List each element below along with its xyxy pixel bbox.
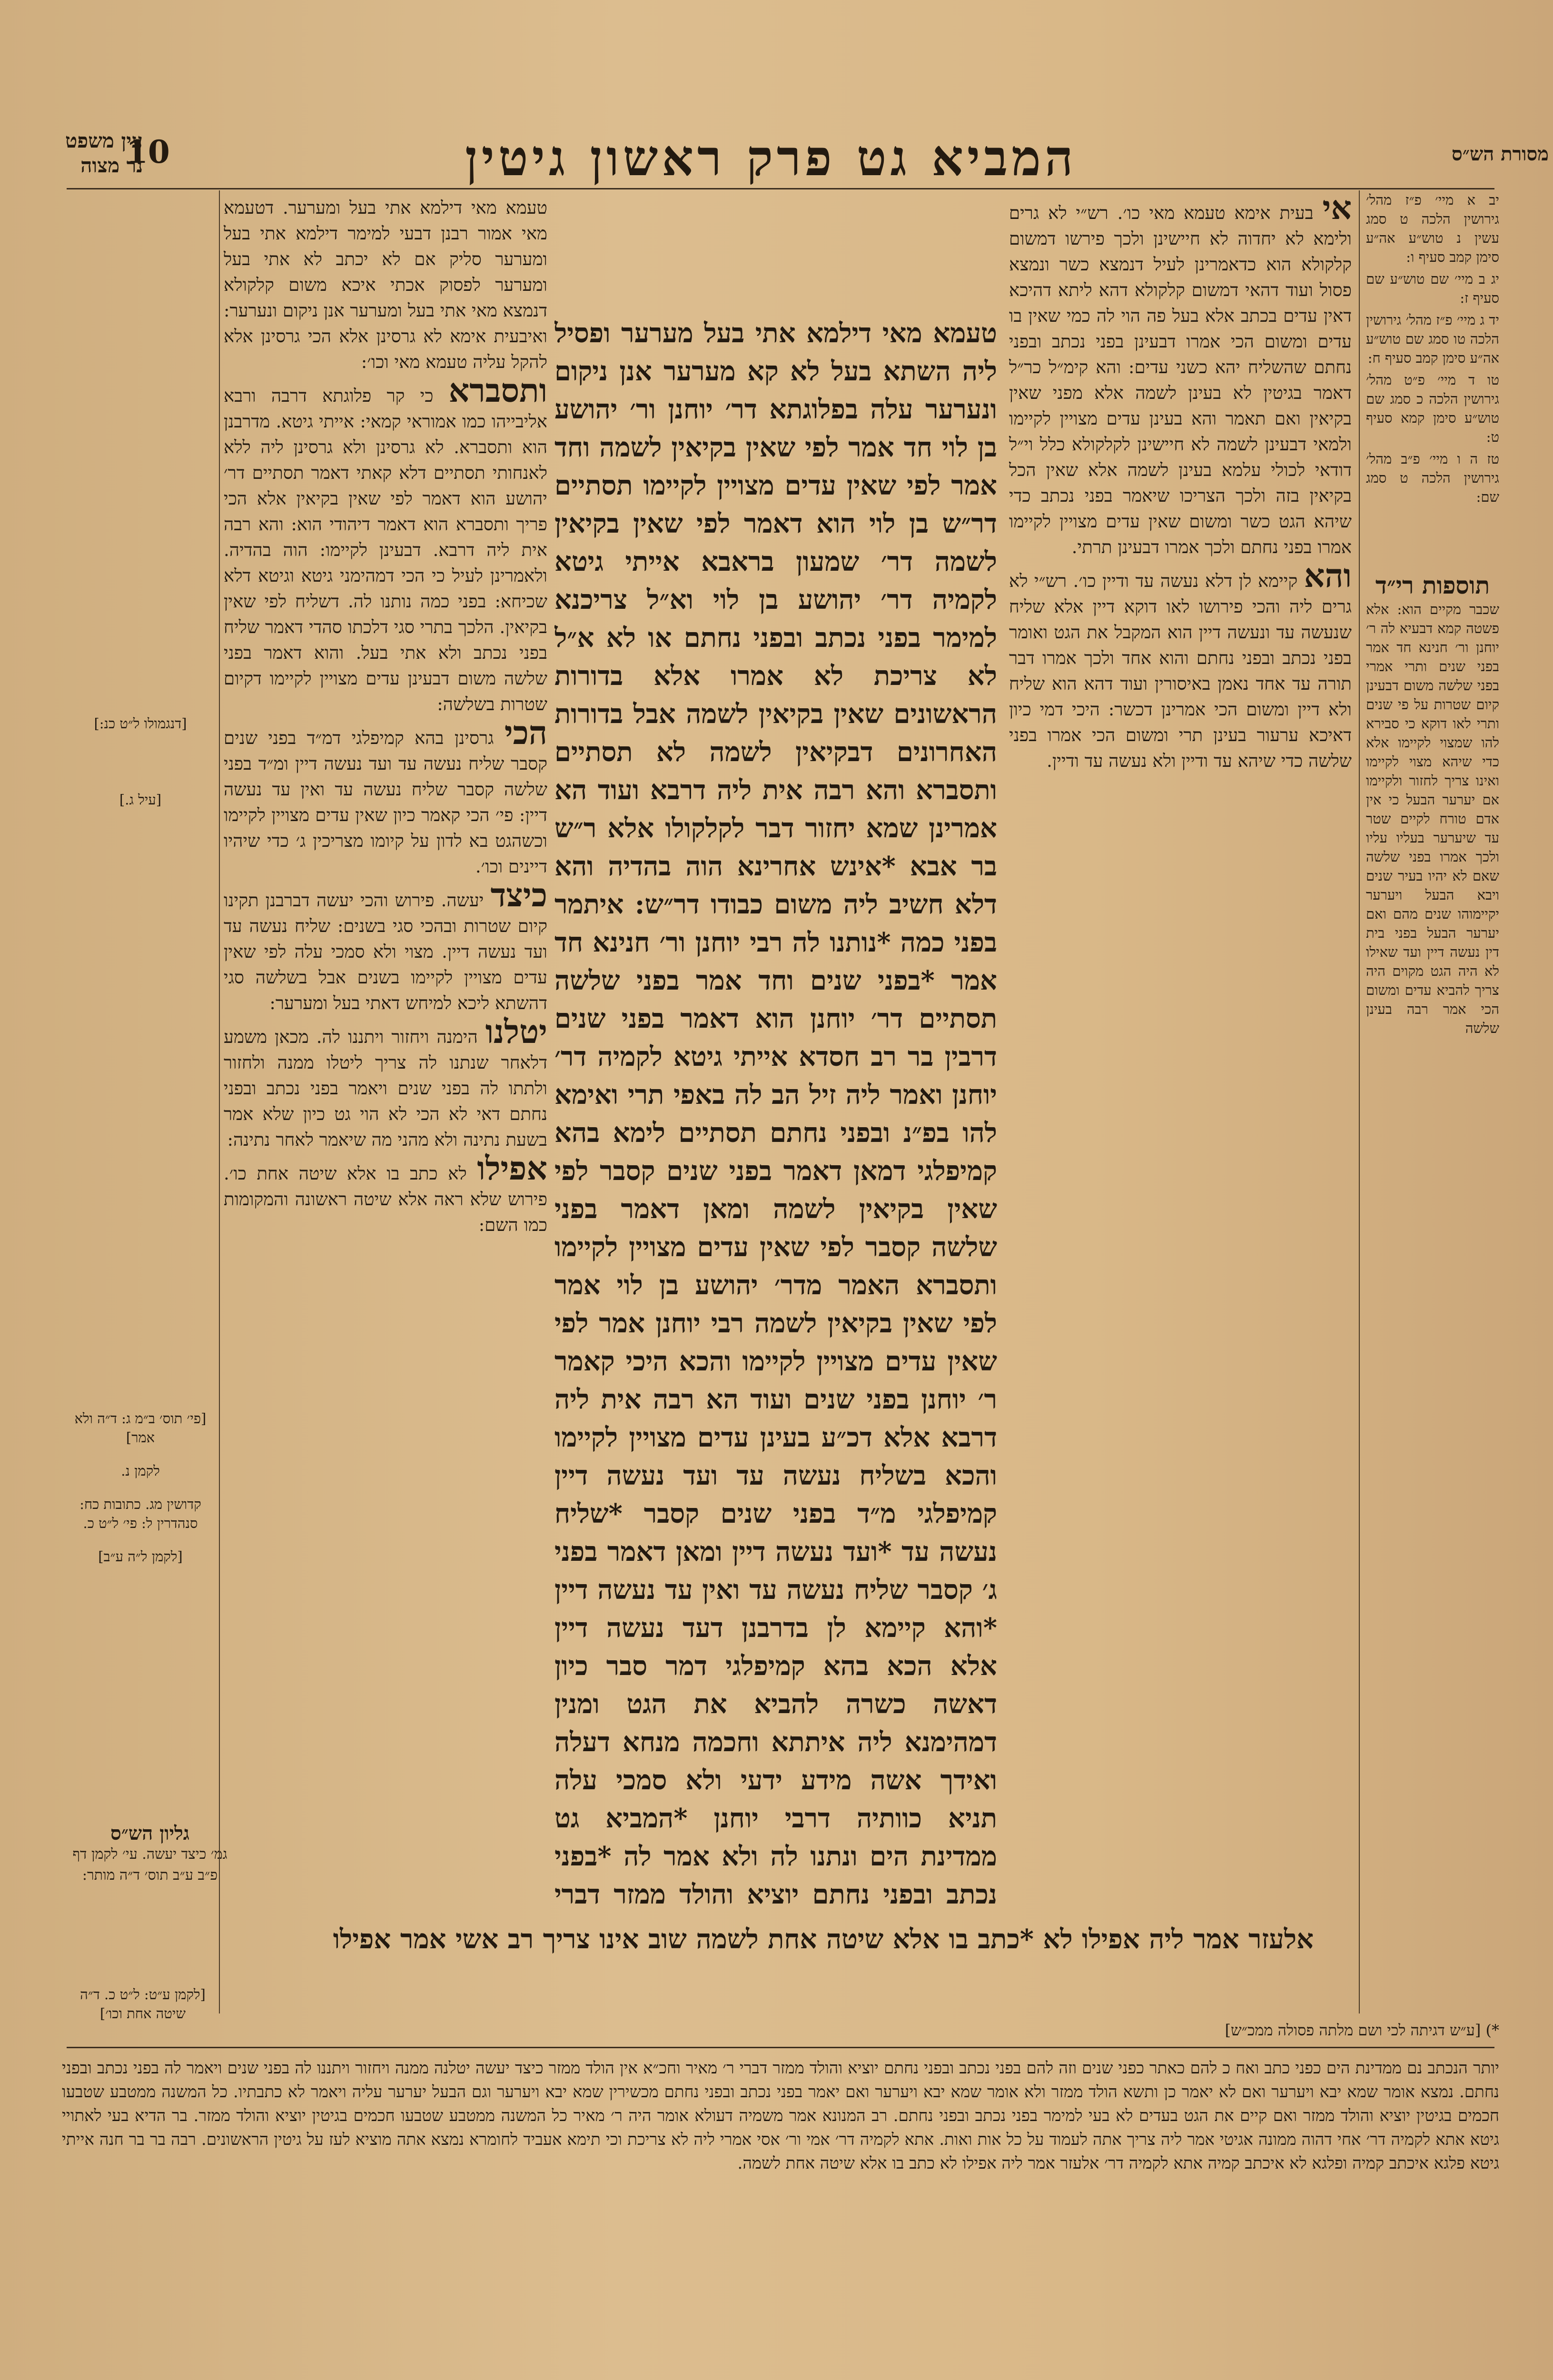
masoret-note: [לקמן ל״ה ע״ב] <box>98 1548 183 1565</box>
header-rule <box>67 188 1494 189</box>
gemara-bottom-line: אלעזר אמר ליה אפילו לא *כתב בו אלא שיטה אחת לשמה שוב אינו צריך רב אשי אמר אפילו <box>333 1924 1314 1955</box>
tosafot-rid-text: שכבר מקיים הוא: אלא פשטה קמא דבעיא לה ר׳ יוחנן ור׳ חנינא חד אמר בפני שנים ותרי אמרי בפני שלשה משום דבעינן קיום שטרות על פי שנים ותרי לאו דוקא כי סבירא להו שמצוי לקיימו אלא כדי שיהא מצוי לקיימו ואינו צריך לחזור ולקיימו אם יערער הבעל כי אין אדם טורח לקיים שטר עד שיערער בעליו עליו ולכך אמרו בפני שלשה שאם לא יהיו בעיר שנים ויבא הבעל ויערער יקיימוהו שנים מהם ואם יערער הבעל בפני בית דין נעשה דיין ועד שאילו לא היה הגט מקוים היה צריך להביא עדים ומשום הכי אמר רבה בעינן שלשה <box>1366 601 1499 1036</box>
rashi-paragraph <box>1009 557 1352 774</box>
column-rule <box>1359 190 1360 2013</box>
gilyon-text: גמ׳ כיצד יעשה. עי׳ לקמן דף פ״ב ע״ב תוס׳ ד״ה מותר: <box>72 1846 228 1884</box>
rashi-subhead: והא <box>1304 557 1352 595</box>
tosafot-text: לא כתב בו אלא שיטה אחת כו׳. פירוש שלא ראה אלא שיטה ראשונה והמקומות כמו השם: <box>224 1163 547 1235</box>
rashi-paragraph <box>1009 195 1352 560</box>
tosafot-lead-word: כיצד <box>490 876 547 914</box>
ein-mishpat-column <box>1366 190 1499 552</box>
masoret-note: לקמן נ. <box>121 1463 160 1479</box>
masoret-note: [פי׳ תוס׳ ב״מ ג: ד״ה ולא אמר] <box>74 1410 207 1446</box>
footer-rule <box>67 2047 1494 2048</box>
page-number: 10 <box>126 133 170 170</box>
tosafot-text: כי קר פלוגתא דרבה ורבא אליבייהו כמו אמוראי קמאי: אייתי גיטא. מדרבנן הוא ותסברא. לא גרסינן ולא גרסינן ליה ללא לאנחותי תסתיים דלא קאתי דאמר תסתיים דר׳ יהושע הוא דאמר לפי שאין בקיאין אלא הכי פריך ותסברא הוא דאמר דיהודי הוא: והא רבה אית ליה דרבא. דבעינן לקיימו: הוה בהדיה. ולאמרינן לעיל כי הכי דמהימני גיטא וגיטא דלא שכיחא: בפני כמה נותנו לה. דשליח לפי שאין בקיאין. הלכך בתרי סגי דלכתו סהדי דאמר שליח בפני נכתב ולא אתי בעל. והוא דאמר בפני שלשה משום דבעינן עדים מצויין לקיימו דקיום שטרות בשלשה: <box>224 386 547 714</box>
gilyon-hashas <box>71 1823 228 1886</box>
gemara-column <box>554 314 997 1909</box>
footer-commentary: יותר הנכתב נם ממדינת הים כפני כתב ואח כ להם כאתר כפני שנים וזה להם בפני נכתב ובפני נחתם יוציא והולד ממזר דברי ר׳ מאיר וחכ״א אין הולד ממזר כיצד יעשה יטלנה ממנה ויחזור ויתננו לה בפני שנים ויאמר לה בפני נכתב ובפני נחתם. נמצא אומר שמא יבא ויערער ואם לא יאמר כן ותשא הולד ממזר ולא אומר שמא יבא ויערער ואם יאמר בפני נכתב ובפני נחתם מכשירין שמא יבא ויערער וגם הבעל יערער עליה ויאמר לא כתבתיו. כל המשנה ממטבע שטבעו חכמים בגיטין יוציא והולד ממזר ואם קיים את הגט בעדים לא בעי למימר בפני נכתב ובפני נחתם. רב המנונא אמר משמיה דעולא אומר היה ר׳ מאיר כל המשנה ממטבע שטבעו חכמים בגיטין יוציא והולד ממזר. בר הדיא בעי לאתויי גיטא אתא לקמיה דר׳ אחי דהוה ממונה אגיטי אמר ליה צריך אתה לעמוד על כל אות ואות. אתא לקמיה דר׳ אמי ור׳ אסי אמרי ליה לא צריכת וכי תימא אעביד לחומרא נמצא אתה מוציא לעז על גיטין הראשונים. רבה בר בר חנה אייתי גיטא פלגא איכתב קמיה ופלגא לא איכתב קמיה אתא לקמיה דר׳ אלעזר אמר ליה אפילו לא כתב בו אלא שיטה אחת לשמה. <box>62 2059 1499 2173</box>
masoret-note: [עיל ג.] <box>119 792 162 808</box>
ein-mishpat-entry: טו ד מיי׳ פ״ט מהל׳ גירושין הלכה כ סמג שם טוש״ע סימן קמא סעיף ט: <box>1366 372 1499 445</box>
rashi-text: בעית אימא טעמא מאי כו׳. רש״י לא גרים ולימא לא יחדוה לא חיישינן ולכך פירשו דמשום קלקולא הוא כדאמרינן לעיל דנמצא כשר ונמצא פסול ועוד דהאי דמשום קלקולא דהא ליתא דהיכא דאין עדים בכתב אלא בעל פה הוי לה כמי שאין בו עדים ומשום הכי אמרו דבעינן בפני נכתב ובפני נחתם שהשליח יהא כשני עדים: והא קימ״ל כר״ל דאמר בגיטין לא בעינן לשמה אלא מפני שאין בקיאין ואם תאמר והא בעינן עדים מצויין לקיימו ולמאי דבעינן לשמה לא חיישינן לקלקולא כלל וי״ל דודאי לכולי עלמא בעינן לשמה אלא שאין הכל בקיאין בזה ולכך הצריכו שיאמר בפני נכתב כדי שיהא הגט כשר ומשום שאין עדים מצויין לקיימו אמרו בפני נחתם ולכך אמרו דבעינן תרתי. <box>1009 203 1352 557</box>
ein-mishpat-entry: יג ב מיי׳ שם טוש״ע שם סעיף ז: <box>1366 271 1499 306</box>
column-rule <box>219 190 220 2013</box>
tosafot-top-text: טעמא מאי דילמא אתי בעל ומערער. דטעמא מאי אמור רבנן דבעי למימר דילמא אתי בעל ומערער סליק אם לא יכתב לא אתי בעל ומערער לפסוק אכתי איכא משום קלקולא דנמצא מאי אתי בעל ומערער אנן ניקום ונערער: ואיבעית אימא לא גרסינן אלא הכי גרסינן אלא להקל עליה טעמא מאי וכו׳: <box>224 198 547 372</box>
rashi-text-2: קיימא לן דלא נעשה עד ודיין כו׳. רש״י לא גרים ליה והכי פירושו לאו דוקא דיין אלא שליח שנעשה עד ונעשה דיין הוא המקבל את הגט ואומר בפני נכתב ובפני נחתם והוא אחד ולכך אמרו דבר תורה עד אחד נאמן באיסורין ועוד דהא הוא שליח ולא דיין ומשום הכי אמרינן דכשר: היכי דמי כיון דאיכא ערעור בעינן תרי ומשום הכי אמרו בפני שלשה כדי שיהא עד ודיין ולא נעשה עד ודיין. <box>1009 571 1352 771</box>
tosafot-lead-word: ותסברא <box>448 372 547 410</box>
rashi-column <box>1009 195 1352 2013</box>
tosafot-paragraph <box>224 1013 547 1153</box>
gemara-text: טעמא מאי דילמא אתי בעל מערער ופסיל ליה השתא בעל לא קא מערער אנן ניקום ונערער עלה בפלוגתא דר׳ יוחנן ור׳ יהושע בן לוי חד אמר לפי שאין בקיאין לשמה וחד אמר לפי שאין עדים מצויין לקיימו תסתיים דר״ש בן לוי הוא דאמר לפי שאין בקיאין לשמה דר׳ שמעון בראבא אייתי גיטא לקמיה דר׳ יהושע בן לוי וא״ל צריכנא למימר בפני נכתב ובפני נחתם או לא א״ל לא צריכת לא אמרו אלא בדורות הראשונים שאין בקיאין לשמה אבל בדורות האחרונים דבקיאין לשמה לא תסתיים ותסברא והא רבה אית ליה דרבא ועוד הא אמרינן שמא יחזור דבר לקלקולו אלא ר״ש בר אבא *אינש אחרינא הוה בהדיה והא דלא חשיב ליה משום כבודו דר״ש: איתמר בפני כמה *נותנו לה רבי יוחנן ור׳ חנינא חד אמר *בפני שנים וחד אמר בפני שלשה תסתיים דר׳ יוחנן הוא דאמר בפני שנים דרבין בר רב חסדא אייתי גיטא לקמיה דר׳ יוחנן ואמר ליה זיל הב לה באפי תרי ואימא להו בפ״נ ובפני נחתם תסתיים לימא בהא קמיפלגי דמאן דאמר בפני שנים קסבר לפי שאין בקיאין לשמה ומאן דאמר בפני שלשה קסבר לפי שאין עדים מצויין לקיימו ותסברא האמר מדר׳ יהושע בן לוי אמר לפי שאין בקיאין לשמה רבי יוחנן אמר לפי שאין עדים מצויין לקיימו והכא היכי קאמר ר׳ יוחנן בפני שנים ועוד הא רבה אית ליה דרבא אלא דכ״ע בעינן עדים מצויין לקיימו והכא בשליח נעשה עד ועד נעשה דיין קמיפלגי מ״ד בפני שנים קסבר *שליח נעשה עד *ועד נעשה דיין ומאן דאמר בפני ג׳ קסבר שליח נעשה עד ואין עד נעשה דיין *והא קיימא לן בדרבנן דעד נעשה דיין אלא הכא בהא קמיפלגי דמר סבר כיון דאשה כשרה להביא את הגט ומנין דמהימנא ליה איתתא וחכמה מנחא דעלה ואידך אשה מידע ידעי ולא סמכי עלה תניא כוותיה דרבי יוחנן *המביא גט ממדינת הים ונתנו לה ולא אמר לה *בפני נכתב ובפני נחתם יוציא והולד ממזר דברי <box>554 317 997 1909</box>
tosafot-lead-word: יטלנו <box>485 1013 547 1051</box>
page-title: המביא גט פרק ראשון גיטין <box>465 129 1077 187</box>
tosafot-paragraph <box>224 1150 547 1238</box>
tosafot-paragraph <box>224 372 547 717</box>
tosafot-lead-word: אפילו <box>477 1150 547 1188</box>
ein-mishpat-entry: יב א מיי׳ פ״ז מהל׳ גירושין הלכה ט סמג עשין נ טוש״ע אה״ע סימן קמב סעיף ו: <box>1366 192 1499 265</box>
ein-mishpat-heading: עין משפט נר מצוה <box>65 129 143 177</box>
rashi-lead-word: אי <box>1322 195 1352 227</box>
masoret-note: קדושין מג. כתובות כח: סנהדרין ל: פי׳ ל״ט כ. <box>79 1496 201 1531</box>
masoret-column <box>67 714 214 1809</box>
ein-mishpat-entry: יד ג מיי׳ פ״ז מהל׳ גירושין הלכה טו סמג שם טוש״ע אה״ע סימן קמב סעיף ח: <box>1366 312 1499 366</box>
tosafot-column <box>224 195 547 1918</box>
masoret-note: [דנגמולו ל״ט כנ:] <box>94 715 187 732</box>
tosafot-text: גרסינן בהא קמיפלגי דמ״ד בפני שנים קסבר שליח נעשה עד ועד נעשה דיין ומ״ד בפני שלשה קסבר שליח נעשה עד ואין עד נעשה דיין: פי׳ הכי קאמר כיון שאין עדים מצויין לקיימו וכשהגט בא לדון על קיומו מצריכין ג׳ כדי שיהיו דיינים וכו׳. <box>224 728 547 877</box>
masoret-bottom-note: [לקמן ע״ט: ל״ט כ. ד״ה שיטה אחת וכו׳] <box>80 1986 206 2022</box>
tosafot-paragraph <box>224 714 547 880</box>
gemara-footnote: *) [ע״ש דגיתה לכי ושם מלתה פסולה ממכ״ש] <box>1225 2021 1499 2039</box>
masoret-hashas-heading: מסורת הש״ס <box>1452 143 1549 165</box>
gilyon-heading: גליון הש״ס <box>110 1822 190 1844</box>
tosafot-text: יעשה. פירוש והכי יעשה דברבנן תקינו קיום שטרות ובהכי סגי בשנים: שליח נעשה עד ועד נעשה דיין. מצוי ולא סמכי עלה לפי שאין עדים מצויין לקיימו בשנים אבל בשלשה סגי דהשתא ליכא למיחש דאתי בעל ומערער: <box>224 890 547 1013</box>
tosafot-text: הימנה ויחזור ויתננו לה. מכאן משמע דלאחר שנתנו לה צריך ליטלו ממנה ולחזור ולתתו לה בפני שנים ויאמר בפני נכתב ובפני נחתם דאי לא הכי לא הוי גט כיון שלא אמר בשעת נתינה ולא מהני מה שיאמר לאחר נתינה: <box>224 1027 547 1150</box>
tosafot-paragraph <box>224 876 547 1016</box>
tosafot-rid-heading: תוספות רי״ד <box>1375 571 1490 599</box>
tosafot-rid-column <box>1366 566 1499 2013</box>
page-header <box>57 129 1549 187</box>
ein-mishpat-entry: טז ה ו מיי׳ פ״ב מהל׳ גירושין הלכה ט סמג שם: <box>1366 451 1499 505</box>
tosafot-lead-word: הכי <box>504 714 547 752</box>
